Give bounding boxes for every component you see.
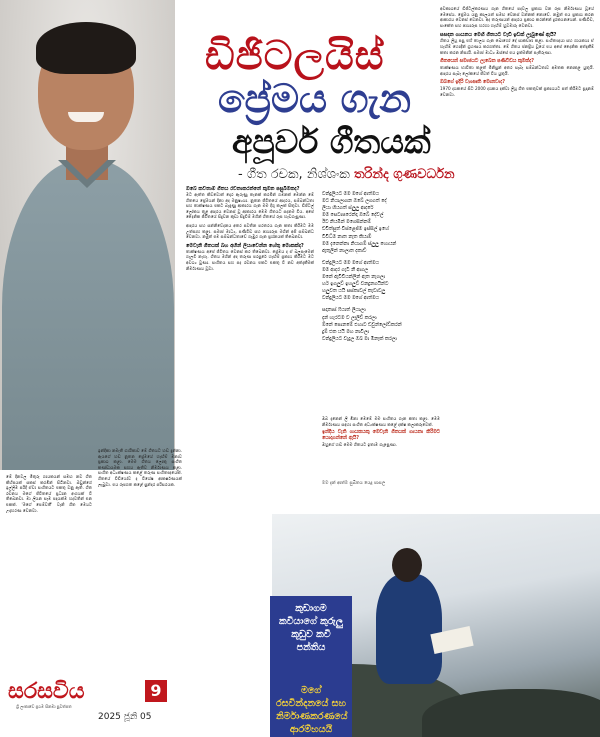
article-column-mid-bottom: ඉන්දිකා නමැති ගායිකාව මේ ගීතයට හඬ දුන්නා. ඇයගේ හඬ නූතන ප්‍රේමයේ හැඟීම් මනාව ප්‍රකාශ කළා. මෙම ගීතය ලොකු සංගීත කණ්ඩායමක සහය ඇතිව නිර්මාණය කළා. සංගීත අධ්‍යක්ෂණය කළේ තරුණ සංගීතඥයෙක්. ගීතයේ වීඩියෝව ද විශේෂ ආකර්ෂණයක් ලැබුවා. එය රූපගත කළේ සුන්දර පරිසරයක. — [98, 448, 182, 487]
poem-line: චචිත්සුත් විස්ළෙජ්ම ඉස්සිල් ඉහේ — [322, 227, 389, 233]
headline-line-1: ඩිජිටලයිස් — [205, 33, 385, 79]
poem-line: චන්දුලියට මම මගේ ආත්මය — [322, 260, 379, 266]
paragraph: ඔහුගේ හඬ මෙම ගීතයට ඉතාම ගැළපුණා. — [322, 441, 397, 447]
newspaper-logo: සරසවිය — [8, 679, 85, 704]
author-portrait-photo — [0, 0, 175, 470]
paragraph: 1970 දශකයේ සිට 2000 දශකය දක්වා ලියූ ගීත එකතුවක් ප්‍රකාශයට පත් කිරීමට සූදානම් වෙනවා. — [440, 85, 594, 97]
pull-quote-top: කුඩාගම කවියාගේ කුරුලු කූඩුව කවි පන්තිය — [279, 603, 343, 653]
paragraph: ආදරය සහ සන්නිවේදනය අතර පවතින පරතරය ගැන කතා කිරීමට මම උත්සාහ කළා. සමාජ මාධ්‍ය, පණිවිඩ සහ ඡායාරූප මගින් අපි සම්බන්ධ වෙනවා. නමුත් එම සම්බන්ධතාවේ ගැඹුර ගැන ප්‍රශ්නයක් තිබෙනවා. — [186, 222, 314, 240]
poem-line: ම්නේ පොනමේ එහාට ඩවුන්ලෝඩ්කරන් — [322, 322, 402, 328]
paragraph: ගීතය ලියූ පසු එහි තාලය ගැන බොහෝ දේ සාකච්ඡා කළා. සංගීතඥයා සහ ගායකයා ඒ හැඟීම් හොඳින් ග්‍රහණය කරගත්තා. මේ ගීතය ජනප්‍රිය වූයේ එය අපේ දෛනික අත්දැකීම් කතා කරන නිසායි. සමාජ මාධ්‍ය ඔස්සේ එය ඉක්මනින් පැතිරුණා. — [440, 38, 594, 55]
poem-line: මම දැනෙන්නා නියාගම් ස්ලුලු හොයන් — [322, 241, 397, 247]
poem-line: වන්දුලියට මම මගේ ආත්මය — [322, 192, 379, 197]
poem-line: මට නියාලාගන ඔබේ ලගගත් දේ — [322, 199, 387, 205]
question-heading: ඔබේ කවතාම් ගීතය රචනාකරන්නේ කුමන පසුබිමකද? — [186, 186, 300, 192]
paragraph: මට ඇත්ත කිව්වොත් දොර ඇරුණු තැනක් කරමින් ගමනක් මෙන්න මේ ගීතයෙ ප්‍රේමයන් දිනා අද මනුෂ්‍යයා. නූතන ජීවිතයේ ආදරය, සම්බන්ධතා සහ තාක්ෂණය එකට බැඳුණු ආකාරය ගැන මම දිගු කලක් සිතුවා. ඩිජිටල් ලෝකය තුළ ආදරය වෙනස් වූ ආකාරය මෙම ගීතයට පදනම විය. අපේ දෛනික ජීවිතයේ සිදුවන කුඩා සිදුවීම් මගින් ගීතයේ රූප හැඩගැසුණා. — [186, 192, 314, 220]
poem-line: හලුවත යයි සස්කාවල් කැවාවලු — [322, 289, 386, 295]
paragraph: ඔබ දැනෙන් ලී මිනා මෙමේ මම සංගීතය ගැන කතා කළා. මෙම නිර්මාණය සඳහා සංගීත අධ්‍යක්ෂණය කළේ දක්ෂ කලාකරුවෙක්. — [322, 416, 440, 427]
paragraph: තාක්ෂණය අපේ ජීවිතය වෙනස් කර තිබෙනවා. ප්‍රේමය ද ඒ බලපෑමෙන් ගැලවී නැහැ. ගීතය මගින් අද තරුණ පරපුරේ හැඟීම් ප්‍රකාශ කිරීමට මට අවශ්‍ය වුණා. සංගීතය සහ පද රචනය එකට එකතු වී නව අත්දැකීමක් නිර්මාණය වූවා. — [186, 248, 314, 271]
question-heading: ගීතයෙන් සමාජයට ලැබෙන පණිවිඩය කුමක්ද? — [440, 59, 535, 65]
question-heading: ඉන්දීය වැනි ගායකයකු මෙවැනි ගීතයක් ගායනා කිරීමට යොදාගන්නේ ඇයි? — [322, 430, 440, 441]
poem-line: ඇතුලින් නාලාත දකාච් — [322, 248, 367, 254]
poem-line: සදාතාස් ෆියාත් ලියාලා — [322, 308, 366, 314]
poem-line: දැන් හැරටම ව ලෑලිව් කරලා — [322, 315, 377, 321]
question-heading: මෙවැනි ගීතයක් බහ අභින් ලියාවෙන්න හේතු මොකක්ද? — [186, 242, 304, 249]
poem-line: විවිධ්ම නාත නැත කියාම් — [322, 234, 372, 240]
poem-line: මනේ ඇවිචියන්ලින් ඇත නැගලා — [322, 275, 386, 281]
byline-author-name: තරින්ද ගුණවර්ධන — [353, 167, 455, 182]
poem-line: වන්දුලියට වැදුල ඔබ මා මිනෑක් කරලා — [322, 336, 397, 342]
poem-line: හර් ඉගලුව් ඉහලුව් වනදුනගයින්ට — [322, 282, 389, 288]
byline — [238, 166, 455, 184]
pull-quote-bottom: මගේ රසවින්දනයේ සහ නිර්මාණකරණයේ ආරම්භයයි — [276, 685, 348, 735]
poem-line: ලියා හියගත් ස්ලුලු ආදරේ — [322, 206, 374, 212]
poem-line: මම සෙටාපරෙන්දා ඔබේ දේවල් — [322, 213, 384, 219]
issue-date: 2025 ජූනි 05 — [98, 712, 152, 722]
paragraph: අවකාශයේ ඩිජිටල්කරණය ගැන ගීතයේ පදවල ප්‍රකාශ වන රූප නිර්මාණය වූයේ මෙසේය. ප්‍රේමය යනු කාලයත් සමඟ වෙනස් වන්නක් නොවේ. නමුත් එය ප්‍රකාශ කරන ආකාරය වෙනස් වෙනවා. අද තරුණයන් ආදරය ප්‍රකාශ කරන්නේ දුරකථනයෙන්. පණිවිඩ, සංකේත සහ ඡායාරූප හරහා හැඟීම් හුවමාරු වෙනවා. — [440, 6, 594, 28]
headline-line-3: අපූර්ව ගීතයක් — [232, 122, 431, 161]
photo-caption: මම දැන් ආත්ම සුඛිතය යෙදූ පාසල — [322, 481, 386, 486]
pull-quote-box — [270, 596, 352, 737]
page-number: 9 — [145, 680, 167, 702]
poem-line: ඊට නියමින් මගෙසින්නම් — [322, 220, 371, 226]
headline-line-2: ප්‍රේමය ගැන — [218, 77, 412, 122]
article-column-a — [186, 186, 314, 271]
poem-line: දුම් එක යයි මහ නාවිලා — [322, 329, 370, 335]
poem-line: මම ආදර ගැටී නී ආගල — [322, 267, 369, 273]
question-heading: සසඳන ගායනය මෙහි ගීතයට වැඩි ඉඩක් ලැබුණේ ඇයි? — [440, 32, 557, 39]
question-heading: ඔබගේ ඉදිරි ව්‍යාපෘති මොනවාද? — [440, 80, 505, 86]
article-column-b2 — [322, 416, 440, 447]
poem-lyrics — [322, 191, 436, 343]
newspaper-tagline: ශ්‍රී ලංකාවේ ප්‍රථම සිනමා පුවත්පත — [16, 704, 72, 709]
byline-prefix: - ගීත රචක, නිශ්ශංක — [238, 167, 350, 182]
article-column-left-bottom: මේ දිනවල මිතුරු ගායකයන් සමඟ නව ගීත කිහිපයක් සකස් කරමින් සිටිනවා. ඔවුන්ගේ ඉල්ලීම පරිදි ඒවා සංගීතයට එකතු වනු ඇති. ගීත රචනය මගේ ජීවිතයේ ප්‍රධාන අංගයක් වී තිබෙනවා. මා ලියන සෑම පදයක්ම හදවතින් එන එකක්. 'මගේ පෙම්වතී' වැනි ගීත මෙයට උදාහරණ වෙනවා. — [6, 474, 92, 513]
poem-line: වන්දුලියට මම මගේ ආත්මය — [322, 296, 379, 302]
article-column-c — [440, 6, 594, 97]
paragraph: තාක්ෂණය භාවිතා කළත් මිනිසුන් අතර සැබෑ සම්බන්ධතාව අමතක නොකළ යුතුයි. ආදරය සැබෑ ලෝකයේ ජීවත් විය යුතුයි. — [440, 64, 594, 76]
